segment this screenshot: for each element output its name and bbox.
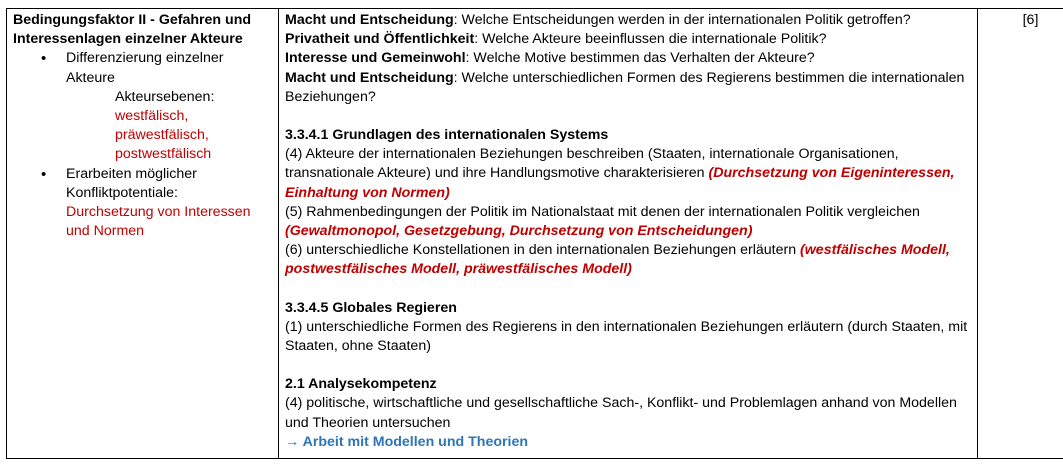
standard-text: (5) Rahmenbedingungen der Politik im Nationalstaat mit denen der internationalen Politik vergleichen: [285, 203, 920, 220]
left-bullet-list: [13, 49, 272, 241]
right-cell: [978, 9, 1063, 459]
standard-red-text: (westfälisches Modell, postwestfälisches Modell, präwestfälisches Modell): [285, 242, 950, 278]
curriculum-table: [6, 8, 1063, 459]
bullet-1-text: Differenzierung einzelner Akteure: [66, 50, 224, 86]
akteursebenen-block: [66, 88, 272, 165]
section-title: 2.1 Analysekompetenz: [285, 376, 437, 393]
question-line: [285, 69, 971, 107]
question-text: : Welche Motive bestimmen das Verhalten der Akteure?: [465, 50, 815, 67]
section-title: 3.3.4.5 Globales Regieren: [285, 299, 457, 316]
standard-item: (1) unterschiedliche Formen des Regierens in den internationalen Beziehungen erläutern (durch Staaten, mit Staaten, ohne Staaten): [285, 318, 968, 355]
standard-item: [285, 241, 971, 279]
reference-number: [6]: [1022, 12, 1039, 28]
question-text: : Welche unterschiedlichen Formen des Regierens bestimmen die internationalen Beziehungen?: [285, 69, 965, 105]
table-row: [7, 9, 1063, 459]
left-cell: [7, 9, 279, 459]
standard-text: (6) unterschiedliche Konstellationen in den internationalen Beziehungen erläutern: [285, 242, 801, 259]
standard-item: [285, 145, 971, 203]
akteursebene-line: präwestfälisch,: [115, 127, 209, 144]
spacer: [285, 107, 971, 126]
models-link[interactable]: → Arbeit mit Modellen und Theorien: [285, 433, 529, 450]
spacer: [285, 356, 971, 375]
standard-text: (4) Akteure der internationalen Beziehungen beschreiben (Staaten, internationale Organisationen, transnationale Akteure) und ihre Handlungsmotive charakterisieren: [285, 146, 899, 182]
question-line: [285, 30, 971, 49]
question-term: Macht und Entscheidung: [285, 69, 454, 86]
left-heading: Bedingungsfaktor II - Gefahren und Interessenlagen einzelner Akteure: [13, 12, 252, 48]
standard-item: (4) politische, wirtschaftliche und gesellschaftliche Sach-, Konflikt- und Problemlagen anhand von Modellen und Theorien untersuchen: [285, 395, 957, 431]
question-text: : Welche Akteure beeinflussen die internationale Politik?: [474, 31, 827, 48]
section-title: 3.3.4.1 Grundlagen des internationalen Systems: [285, 127, 609, 144]
bullet-2-text: Erarbeiten möglicher Konfliktpotentiale:: [66, 165, 197, 201]
bullet-item-1: [66, 49, 272, 164]
akteursebenen-label: Akteursebenen:: [115, 88, 215, 105]
question-line: [285, 49, 971, 68]
bullet-2-red-text: Durchsetzung von Interessen und Normen: [66, 204, 251, 240]
question-text: : Welche Entscheidungen werden in der internationalen Politik getroffen?: [453, 12, 911, 28]
middle-cell: [279, 9, 978, 459]
question-line: [285, 11, 971, 30]
akteursebene-line: westfälisch,: [115, 108, 189, 125]
standard-red-text: (Durchsetzung von Eigeninteressen, Einhaltung von Normen): [285, 165, 955, 201]
question-term: Macht und Entscheidung: [285, 12, 454, 28]
spacer: [285, 280, 971, 299]
standard-item: [285, 203, 971, 241]
standard-red-text: (Gewaltmonopol, Gesetzgebung, Durchsetzung von Entscheidungen): [285, 223, 753, 240]
akteursebene-line: postwestfälisch: [115, 146, 212, 163]
bullet-item-2: [66, 165, 272, 242]
question-term: Interesse und Gemeinwohl: [285, 50, 466, 67]
question-term: Privatheit und Öffentlichkeit: [285, 31, 475, 48]
